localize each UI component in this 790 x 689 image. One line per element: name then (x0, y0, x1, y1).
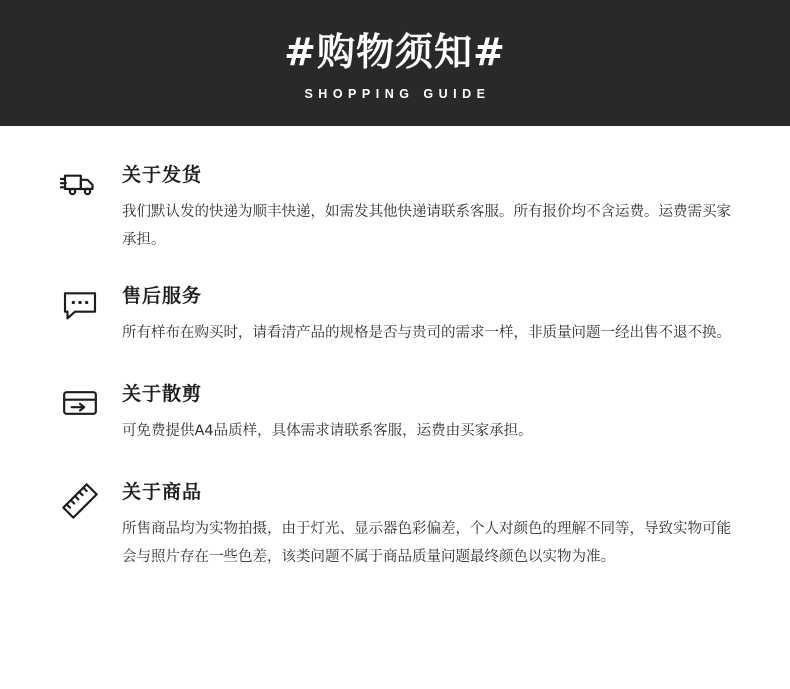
section-body: 可免费提供A4品质样，具体需求请联系客服，运费由买家承担。 (122, 422, 533, 439)
ruler-icon (60, 481, 100, 521)
section-body: 所有样布在购买时，请看清产品的规格是否与贵司的需求一样，非质量问题一经出售不退不换。 (122, 324, 731, 341)
scissors-cut-icon (60, 383, 100, 423)
section-icon-wrapper (60, 477, 122, 521)
section-product (0, 477, 790, 572)
section-cutting (0, 379, 790, 445)
section-body: 我们默认发的快递为顺丰快递，如需发其他快递请联系客服。所有报价均不含运费。运费需买家承担。 (122, 204, 731, 249)
section-icon-wrapper (60, 281, 122, 325)
page-title: #购物须知# (284, 29, 506, 74)
page-banner (0, 0, 790, 126)
section-title: 售后服务 (122, 284, 203, 307)
section-title: 关于商品 (122, 481, 203, 504)
section-text (122, 160, 742, 255)
section-body: 所售商品均为实物拍摄，由于灯光、显示器色彩偏差，个人对颜色的理解不同等，导致实物可能会与照片存在一些色差，该类问题不属于商品质量问题最终颜色以实物为准。 (122, 521, 731, 566)
page-subtitle: SHOPPING GUIDE (304, 87, 491, 102)
section-shipping (0, 160, 790, 255)
chat-bubble-icon (60, 285, 100, 325)
section-text (122, 477, 742, 572)
section-icon-wrapper (60, 379, 122, 423)
section-after-sales (0, 281, 790, 347)
delivery-truck-icon (60, 164, 100, 204)
section-title: 关于发货 (122, 164, 203, 186)
guide-sections (0, 126, 790, 572)
section-title: 关于散剪 (122, 382, 203, 405)
section-icon-wrapper (60, 160, 122, 204)
section-text (122, 379, 742, 445)
section-text (122, 281, 742, 347)
